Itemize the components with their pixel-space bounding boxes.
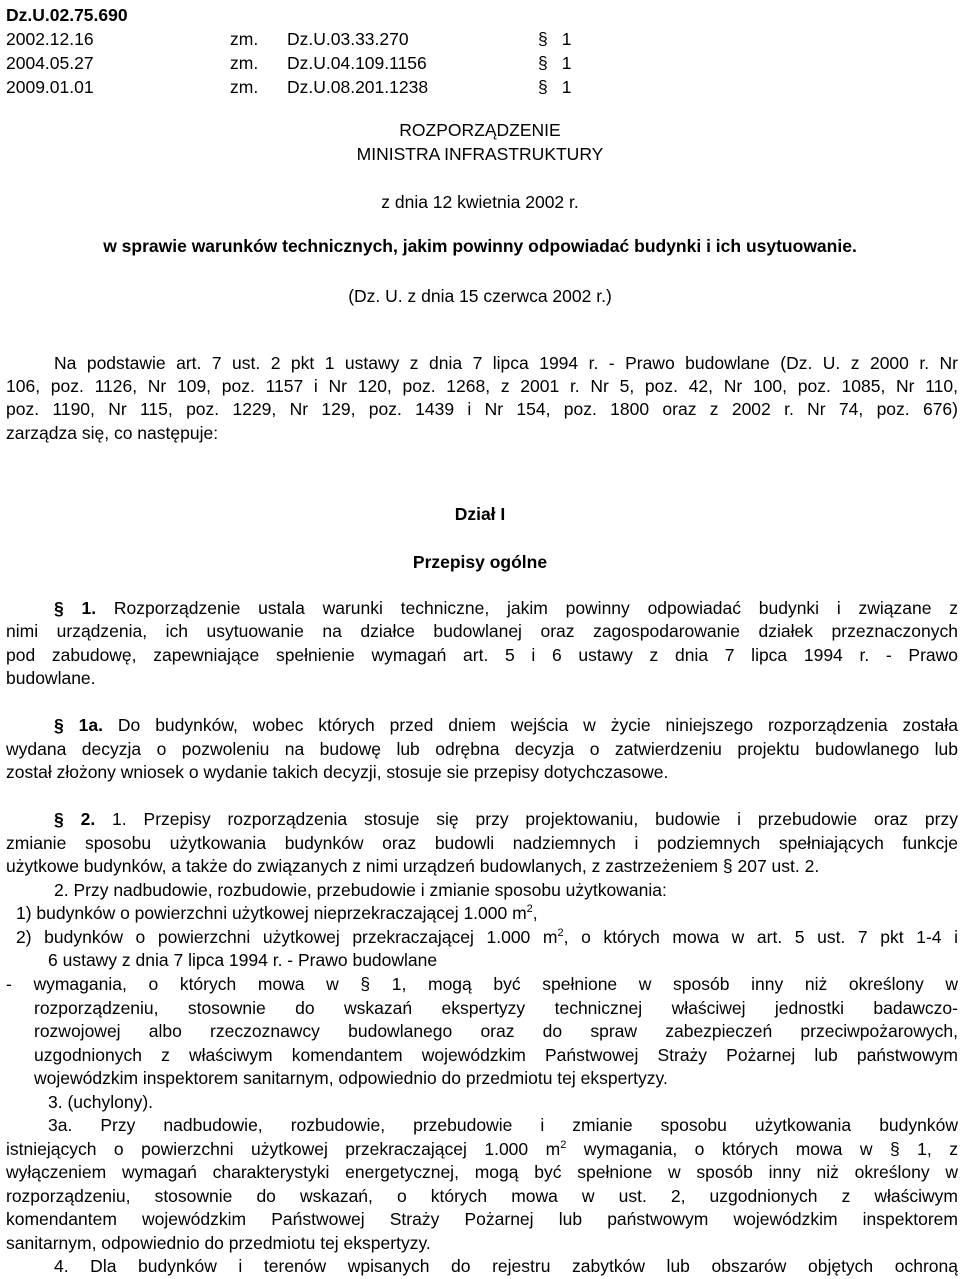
amendment-ref: Dz.U.08.201.1238 — [287, 77, 429, 97]
section-sign: § — [538, 29, 548, 49]
title-line-2: MINISTRA INFRASTRUKTURY — [356, 144, 604, 164]
amendment-zm: zm. — [230, 53, 259, 73]
point-3a-line: wyłączeniem wymagań charakterystyki energetycznej, mogą być spełnione w sposób inny niż określony w — [6, 1162, 958, 1182]
title-date: z dnia 12 kwietnia 2002 r. — [381, 192, 579, 212]
title-publication: (Dz. U. z dnia 15 czerwca 2002 r.) — [348, 286, 612, 306]
title-line-1: ROZPORZĄDZENIE — [399, 120, 561, 140]
amendment-list — [6, 27, 572, 99]
paragraph-line: pod zabudowę, zapewniające spełnienie wymagań art. 5 i 6 ustawy z dnia 7 lipca 1994 r. - Prawo — [6, 645, 958, 665]
amendment-ref: Dz.U.04.109.1156 — [287, 53, 427, 73]
paragraph-line: zmianie sposobu użytkowania budynków oraz budowli nadziemnych i podziemnych spełniających funkcje — [6, 833, 958, 853]
paragraph-2-line-1: § 2. 1. Przepisy rozporządzenia stosuje się przy projektowaniu, budowie i przebudowie oraz przy — [54, 809, 958, 829]
paragraph-line: budowlane. — [6, 668, 96, 688]
section-sign: § — [538, 77, 548, 97]
paragraph-mark: § 2. — [54, 809, 96, 829]
point-2: 2. Przy nadbudowie, rozbudowie, przebudowie i zmianie sposobu użytkowania: — [54, 880, 667, 900]
journal-id: Dz.U.02.75.690 — [6, 5, 128, 25]
point-3a-line: sanitarnym, odpowiednio do przedmiotu tej ekspertyzy. — [6, 1233, 431, 1253]
amendment-row — [6, 75, 572, 99]
amendment-date: 2004.05.27 — [6, 53, 94, 73]
point-3a-line: istniejących o powierzchni użytkowej przekraczającej 1.000 $m^2$ wymagania, o których mowa w § 1, z — [6, 1139, 958, 1159]
amendment-row — [6, 51, 572, 75]
preamble-line: zarządza się, co następuje: — [6, 423, 219, 443]
point-3a-line: komendantem wojewódzkim Państwowej Straży Pożarnej lub państwowym wojewódzkim inspektorem — [6, 1209, 958, 1229]
dash-line: - wymagania, o których mowa w § 1, mogą być spełnione w sposób inny niż określony w — [6, 974, 958, 994]
amendment-section — [538, 51, 571, 75]
section-number: 1 — [561, 53, 572, 73]
section-subheading: Przepisy ogólne — [412, 552, 548, 572]
paragraph-mark: § 1a. — [54, 715, 103, 735]
dash-line: wojewódzkim inspektorem sanitarnym, odpowiednio do przedmiotu tej ekspertyzy. — [34, 1068, 668, 1088]
point-4: 4. Dla budynków i terenów wpisanych do rejestru zabytków lub obszarów objętych ochroną — [54, 1256, 958, 1276]
paragraph-mark: § 1. — [54, 598, 97, 618]
paragraph-line: nimi urządzenia, ich usytuowanie na działce budowlanej oraz zagospodarowanie działek przeznaczonych — [6, 621, 958, 641]
amendment-section — [538, 27, 571, 51]
dash-line: rozporządzeniu, stosownie do wskazań ekspertyzy technicznej właściwej jednostki badawczo- — [34, 998, 958, 1018]
amendment-zm: zm. — [230, 29, 259, 49]
paragraph-1-line-1: § 1. Rozporządzenie ustala warunki techniczne, jakim powinny odpowiadać budynki i związane z — [54, 598, 958, 618]
preamble-line: 106, poz. 1126, Nr 109, poz. 1157 i Nr 120, poz. 1268, z 2001 r. Nr 5, poz. 42, Nr 100, poz. 1085, Nr 110, — [6, 376, 958, 396]
preamble-line: Na podstawie art. 7 ust. 2 pkt 1 ustawy z dnia 7 lipca 1994 r. - Prawo budowlane (Dz. U. z 2000 r. Nr — [54, 353, 958, 373]
point-3a-line: rozporządzeniu, stosownie do wskazań, o których mowa w ust. 2, uzgodnionych z właściwym — [6, 1186, 958, 1206]
amendment-date: 2002.12.16 — [6, 29, 94, 49]
document-header — [6, 3, 572, 99]
dash-line: uzgodnionych z właściwym komendantem wojewódzkim Państwowej Straży Pożarnej lub państwowym — [34, 1045, 958, 1065]
title-subject: w sprawie warunków technicznych, jakim powinny odpowiadać budynki i ich usytuowanie. — [103, 236, 857, 256]
amendment-section — [538, 75, 571, 99]
amendment-zm: zm. — [230, 77, 259, 97]
paragraph-1a-line-1: § 1a. Do budynków, wobec których przed dniem wejścia w życie niniejszego rozporządzenia została — [54, 715, 958, 735]
list-item-1: 1) budynków o powierzchni użytkowej nieprzekraczającej 1.000 $m^2$, — [16, 903, 538, 923]
paragraph-line: został złożony wniosek o wydanie takich decyzji, stosuje sie przepisy dotychczasowe. — [6, 762, 669, 782]
amendment-ref: Dz.U.03.33.270 — [287, 29, 409, 49]
point-3: 3. (uchylony). — [48, 1092, 154, 1112]
list-item-2: 2) budynków o powierzchni użytkowej przekraczającej 1.000 $m^2$, o których mowa w art. 5 ust. 7 pkt 1-4 i — [16, 927, 958, 947]
dash-line: rozwojowej albo rzeczoznawcy budowlanego oraz do spraw zabezpieczeń przeciwpożarowych, — [34, 1021, 958, 1041]
amendment-row — [6, 27, 572, 51]
section-heading: Dział I — [454, 504, 506, 524]
list-item-2-cont: 6 ustawy z dnia 7 lipca 1994 r. - Prawo budowlane — [48, 950, 438, 970]
paragraph-line: wydana decyzja o pozwoleniu na budowę lub odrębna decyzja o zatwierdzeniu projektu budowlanego lub — [6, 739, 958, 759]
section-sign: § — [538, 53, 548, 73]
paragraph-line: użytkowe budynków, a także do związanych z nimi urządzeń budowlanych, z zastrzeżeniem § 207 ust. 2. — [6, 856, 820, 876]
amendment-date: 2009.01.01 — [6, 77, 94, 97]
section-number: 1 — [561, 29, 572, 49]
point-3a-line: 3a. Przy nadbudowie, rozbudowie, przebudowie i zmianie sposobu użytkowania budynków — [48, 1115, 958, 1135]
section-number: 1 — [561, 77, 572, 97]
preamble-line: poz. 1190, Nr 115, poz. 1229, Nr 129, poz. 1439 i Nr 154, poz. 1800 oraz z 2002 r. Nr 74, poz. 676) — [6, 399, 958, 419]
